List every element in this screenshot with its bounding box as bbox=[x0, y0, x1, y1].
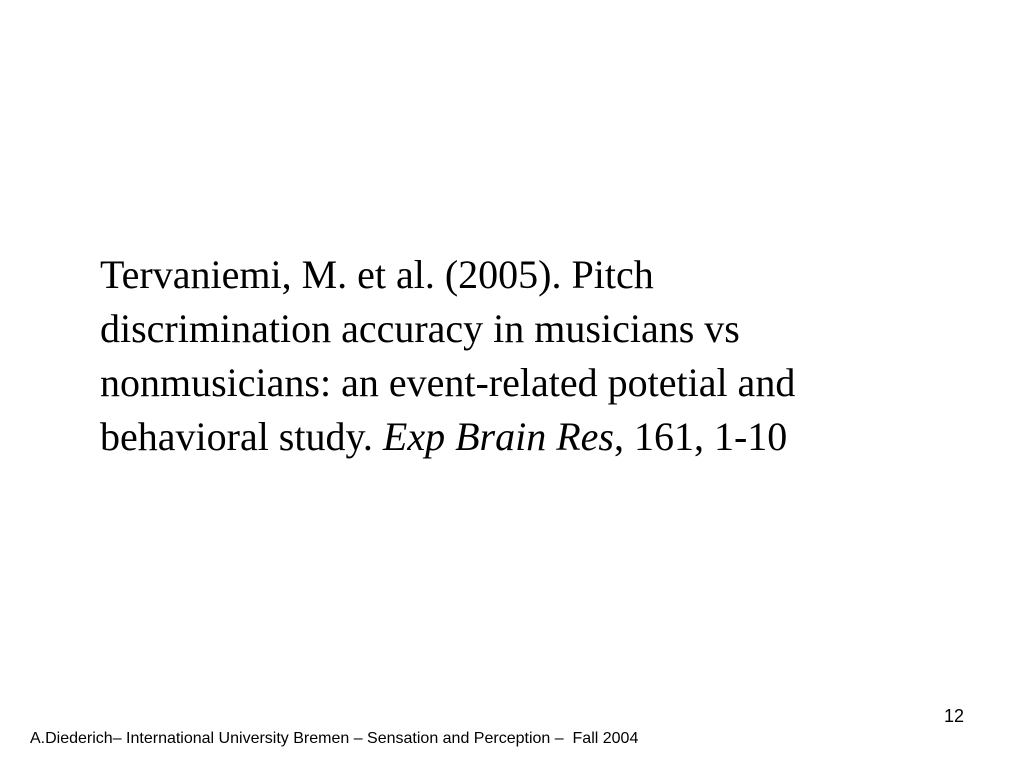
slide-footer: A.Diederich– International University Bremen – Sensation and Perception – Fall 2004 bbox=[30, 730, 639, 747]
citation-line-1: Tervaniemi, M. et al. (2005). Pitch bbox=[100, 252, 654, 297]
page-number: 12 bbox=[943, 706, 964, 726]
citation-line-2: discrimination accuracy in musicians vs bbox=[100, 306, 740, 351]
citation-line-4-suffix: , 161, 1-10 bbox=[613, 414, 788, 459]
reference-citation bbox=[100, 248, 960, 464]
citation-line-3: nonmusicians: an event-related potetial and bbox=[100, 360, 796, 405]
journal-name: Exp Brain Res bbox=[382, 414, 614, 459]
citation-line-4-prefix: behavioral study. bbox=[100, 414, 383, 459]
